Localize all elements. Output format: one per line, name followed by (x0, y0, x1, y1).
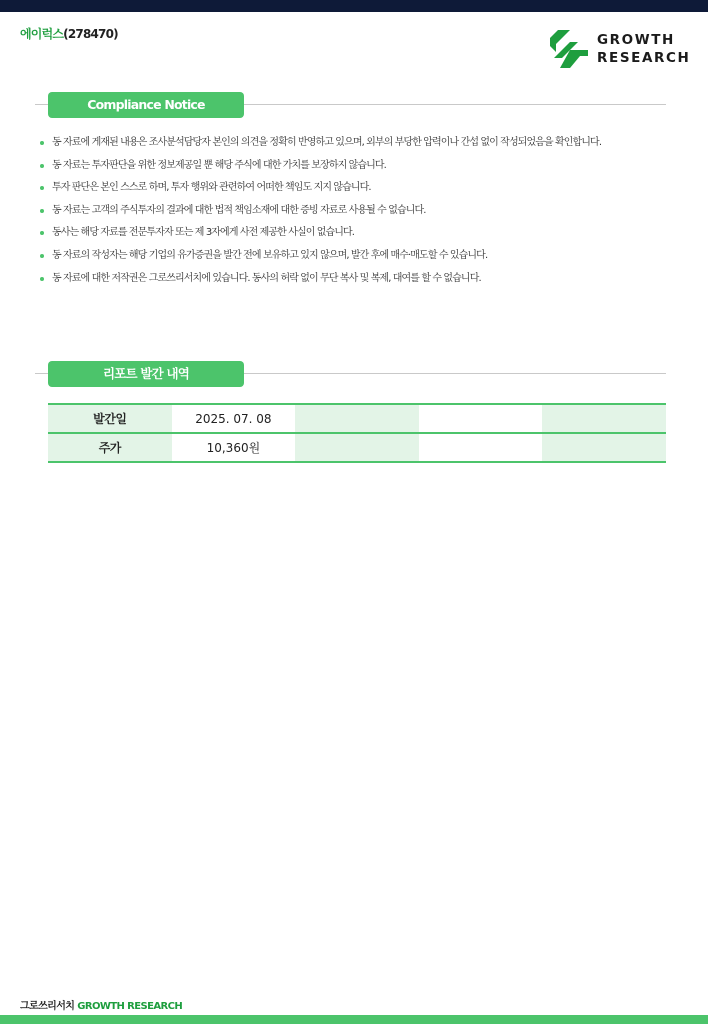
bullet-icon (40, 209, 44, 213)
company-title (20, 25, 118, 42)
logo-line-research: RESEARCH (597, 50, 691, 66)
bullet-icon (40, 254, 44, 258)
table-row (48, 433, 666, 462)
empty-cell (295, 404, 419, 433)
bullet-icon (40, 141, 44, 145)
table-row (48, 404, 666, 433)
history-title: 리포트 발간 내역 (48, 361, 244, 387)
row-label-date: 발간일 (48, 404, 172, 433)
report-history-table (48, 403, 666, 463)
row-label-price: 주가 (48, 433, 172, 462)
compliance-item: 동 자료에 게재된 내용은 조사분석담당자 본인의 의견을 정확히 반영하고 있으며, 외부의 부당한 압력이나 간섭 없이 작성되었음을 확인합니다. (40, 134, 680, 157)
compliance-item: 동 자료는 투자판단을 위한 정보제공일 뿐 해당 주식에 대한 가치를 보장하지 않습니다. (40, 157, 680, 180)
bullet-icon (40, 186, 44, 190)
logo-wordmark (597, 31, 690, 67)
bullet-icon (40, 277, 44, 281)
empty-cell (419, 433, 543, 462)
bullet-icon (40, 164, 44, 168)
growth-arrow-logo-icon (548, 28, 592, 70)
top-banner-bar (0, 0, 708, 12)
footer-brand (20, 997, 182, 1012)
growth-research-logo (548, 28, 691, 72)
company-name: 에이럭스 (20, 27, 64, 41)
row-value-date: 2025. 07. 08 (172, 404, 296, 433)
empty-cell (419, 404, 543, 433)
compliance-item: 동 자료는 고객의 주식투자의 결과에 대한 법적 책임소재에 대한 증빙 자료로 사용될 수 없습니다. (40, 202, 680, 225)
compliance-item: 투자 판단은 본인 스스로 하며, 투자 행위와 관련하여 어떠한 책임도 지지 않습니다. (40, 179, 680, 202)
compliance-item: 동사는 해당 자료를 전문투자자 또는 제 3자에게 사전 제공한 사실이 없습니다. (40, 224, 680, 247)
compliance-item: 동 자료에 대한 저작권은 그로쓰리서치에 있습니다. 동사의 허락 없이 무단 복사 및 복제, 대여를 할 수 없습니다. (40, 270, 680, 293)
bullet-icon (40, 231, 44, 235)
logo-line-growth: GROWTH (597, 32, 675, 48)
footer-brand-en: GROWTH RESEARCH (77, 1001, 183, 1012)
company-code: (278470) (63, 27, 118, 41)
bottom-banner-bar (0, 1015, 708, 1024)
compliance-item: 동 자료의 작성자는 해당 기업의 유가증권을 발간 전에 보유하고 있지 않으며, 발간 후에 매수·매도할 수 있습니다. (40, 247, 680, 270)
row-value-price: 10,360원 (172, 433, 296, 462)
empty-cell (542, 433, 666, 462)
compliance-list (40, 134, 680, 292)
empty-cell (542, 404, 666, 433)
footer-brand-kr: 그로쓰리서치 (20, 1001, 75, 1012)
compliance-title: Compliance Notice (48, 92, 244, 118)
empty-cell (295, 433, 419, 462)
